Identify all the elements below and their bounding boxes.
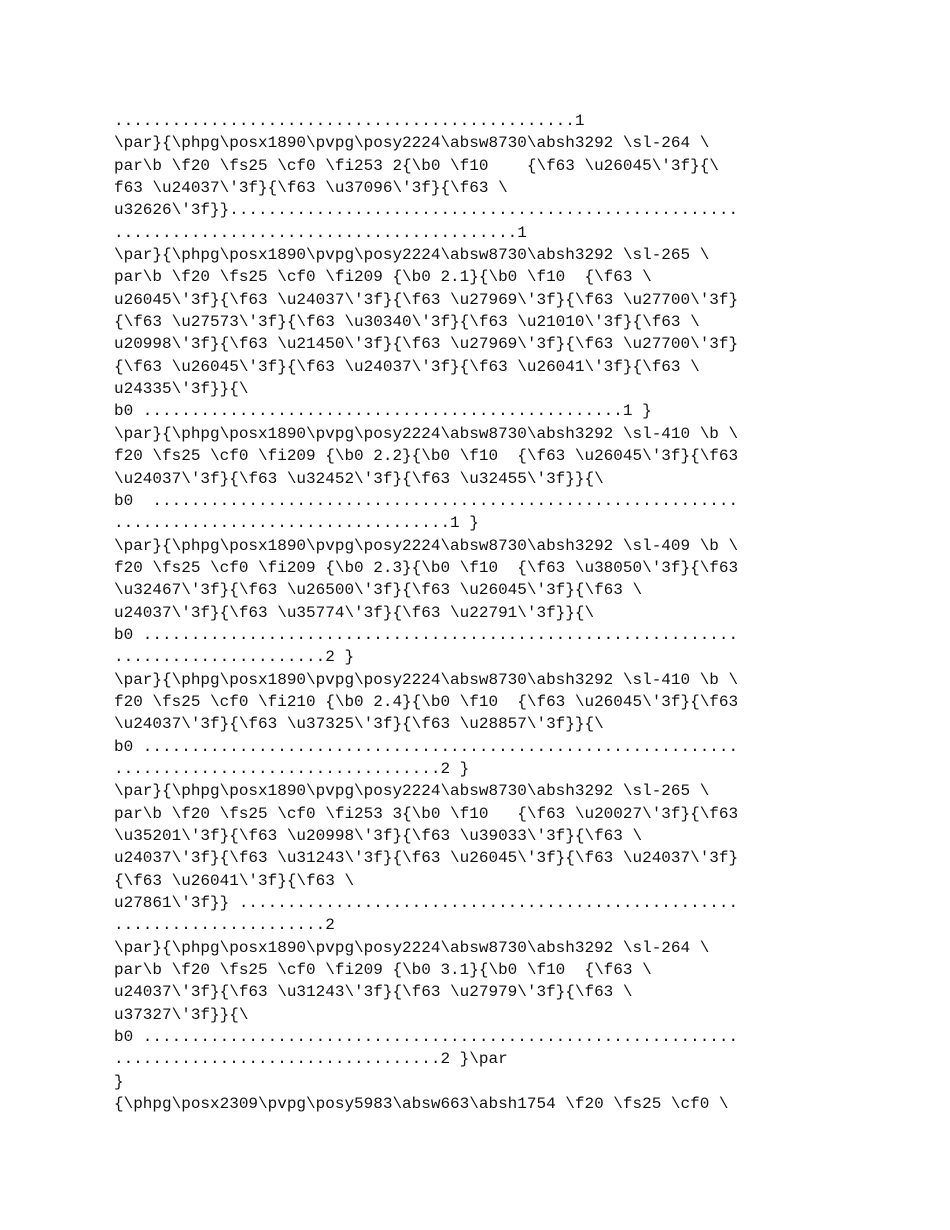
text-line: ......................2 } (114, 648, 355, 667)
text-line: \par}{\phpg\posx1890\pvpg\posy2224\absw8730\absh3292 \sl-264 \ (114, 938, 710, 957)
text-line: \u24037\'3f}{\f63 \u32452\'3f}{\f63 \u32455\'3f}}{\ (114, 469, 604, 488)
text-line: u24037\'3f}{\f63 \u35774\'3f}{\f63 \u22791\'3f}}{\ (114, 603, 595, 622)
text-line: \u32467\'3f}{\f63 \u26500\'3f}{\f63 \u26045\'3f}{\f63 \ (114, 581, 643, 600)
text-line: \par}{\phpg\posx1890\pvpg\posy2224\absw8730\absh3292 \sl-410 \b \ (114, 670, 739, 689)
text-line: b0 .............................................................. (114, 1028, 739, 1047)
text-line: b0 ............................................................. (114, 491, 739, 510)
text-line: u20998\'3f}{\f63 \u21450\'3f}{\f63 \u27969\'3f}{\f63 \u27700\'3f} (114, 335, 739, 354)
text-line: u37327\'3f}}{\ (114, 1005, 249, 1024)
text-line: \par}{\phpg\posx1890\pvpg\posy2224\absw8730\absh3292 \sl-265 \ (114, 782, 710, 801)
text-line: par\b \f20 \fs25 \cf0 \fi253 3{\b0 \f10 {\f63 \u20027\'3f}{\f63 (114, 804, 739, 823)
text-line: u32626\'3f}}..................................................... (114, 201, 739, 220)
text-line: b0 .............................................................. (114, 625, 739, 644)
text-line: {\f63 \u27573\'3f}{\f63 \u30340\'3f}{\f63 \u21010\'3f}{\f63 \ (114, 313, 700, 332)
text-line: } (114, 1072, 124, 1091)
text-line: par\b \f20 \fs25 \cf0 \fi209 {\b0 3.1}{\b0 \f10 {\f63 \ (114, 961, 652, 980)
text-line: f20 \fs25 \cf0 \fi209 {\b0 2.3}{\b0 \f10 {\f63 \u38050\'3f}{\f63 (114, 558, 739, 577)
text-line: ..................................2 }\par (114, 1050, 508, 1069)
text-line: u24037\'3f}{\f63 \u31243\'3f}{\f63 \u27979\'3f}{\f63 \ (114, 983, 633, 1002)
text-line: \par}{\phpg\posx1890\pvpg\posy2224\absw8730\absh3292 \sl-409 \b \ (114, 536, 739, 555)
text-line: ................................................1 (114, 112, 585, 130)
text-line: ...................................1 } (114, 514, 479, 533)
text-line: \u24037\'3f}{\f63 \u37325\'3f}{\f63 \u28857\'3f}}{\ (114, 715, 604, 734)
text-line: \par}{\phpg\posx1890\pvpg\posy2224\absw8730\absh3292 \sl-264 \ (114, 134, 710, 153)
text-line: ......................2 (114, 916, 335, 935)
text-line: {\f63 \u26045\'3f}{\f63 \u24037\'3f}{\f63 \u26041\'3f}{\f63 \ (114, 357, 700, 376)
text-line: f20 \fs25 \cf0 \fi209 {\b0 2.2}{\b0 \f10 {\f63 \u26045\'3f}{\f63 (114, 447, 739, 466)
text-line: f63 \u24037\'3f}{\f63 \u37096\'3f}{\f63 \ (114, 179, 508, 198)
rtf-source-text (114, 110, 844, 1115)
text-line: b0 .............................................................. (114, 737, 739, 756)
text-line: \par}{\phpg\posx1890\pvpg\posy2224\absw8730\absh3292 \sl-265 \ (114, 246, 710, 265)
text-line: b0 ..................................................1 } (114, 402, 652, 421)
text-line: \par}{\phpg\posx1890\pvpg\posy2224\absw8730\absh3292 \sl-410 \b \ (114, 424, 739, 443)
text-line: \u35201\'3f}{\f63 \u20998\'3f}{\f63 \u39033\'3f}{\f63 \ (114, 827, 643, 845)
text-line: {\phpg\posx2309\pvpg\posy5983\absw663\absh1754 \f20 \fs25 \cf0 \ (114, 1095, 729, 1114)
text-line: ..................................2 } (114, 759, 470, 778)
text-line: par\b \f20 \fs25 \cf0 \fi253 2{\b0 \f10 {\f63 \u26045\'3f}{\ (114, 156, 719, 175)
text-line: ..........................................1 (114, 223, 527, 242)
text-line: {\f63 \u26041\'3f}{\f63 \ (114, 871, 355, 890)
text-line: u26045\'3f}{\f63 \u24037\'3f}{\f63 \u27969\'3f}{\f63 \u27700\'3f} (114, 290, 739, 309)
text-line: u27861\'3f}} .................................................... (114, 894, 739, 913)
text-line: f20 \fs25 \cf0 \fi210 {\b0 2.4}{\b0 \f10 {\f63 \u26045\'3f}{\f63 (114, 692, 739, 711)
text-line: u24037\'3f}{\f63 \u31243\'3f}{\f63 \u26045\'3f}{\f63 \u24037\'3f} (114, 849, 739, 868)
text-line: par\b \f20 \fs25 \cf0 \fi209 {\b0 2.1}{\b0 \f10 {\f63 \ (114, 268, 652, 287)
text-line: u24335\'3f}}{\ (114, 380, 249, 399)
